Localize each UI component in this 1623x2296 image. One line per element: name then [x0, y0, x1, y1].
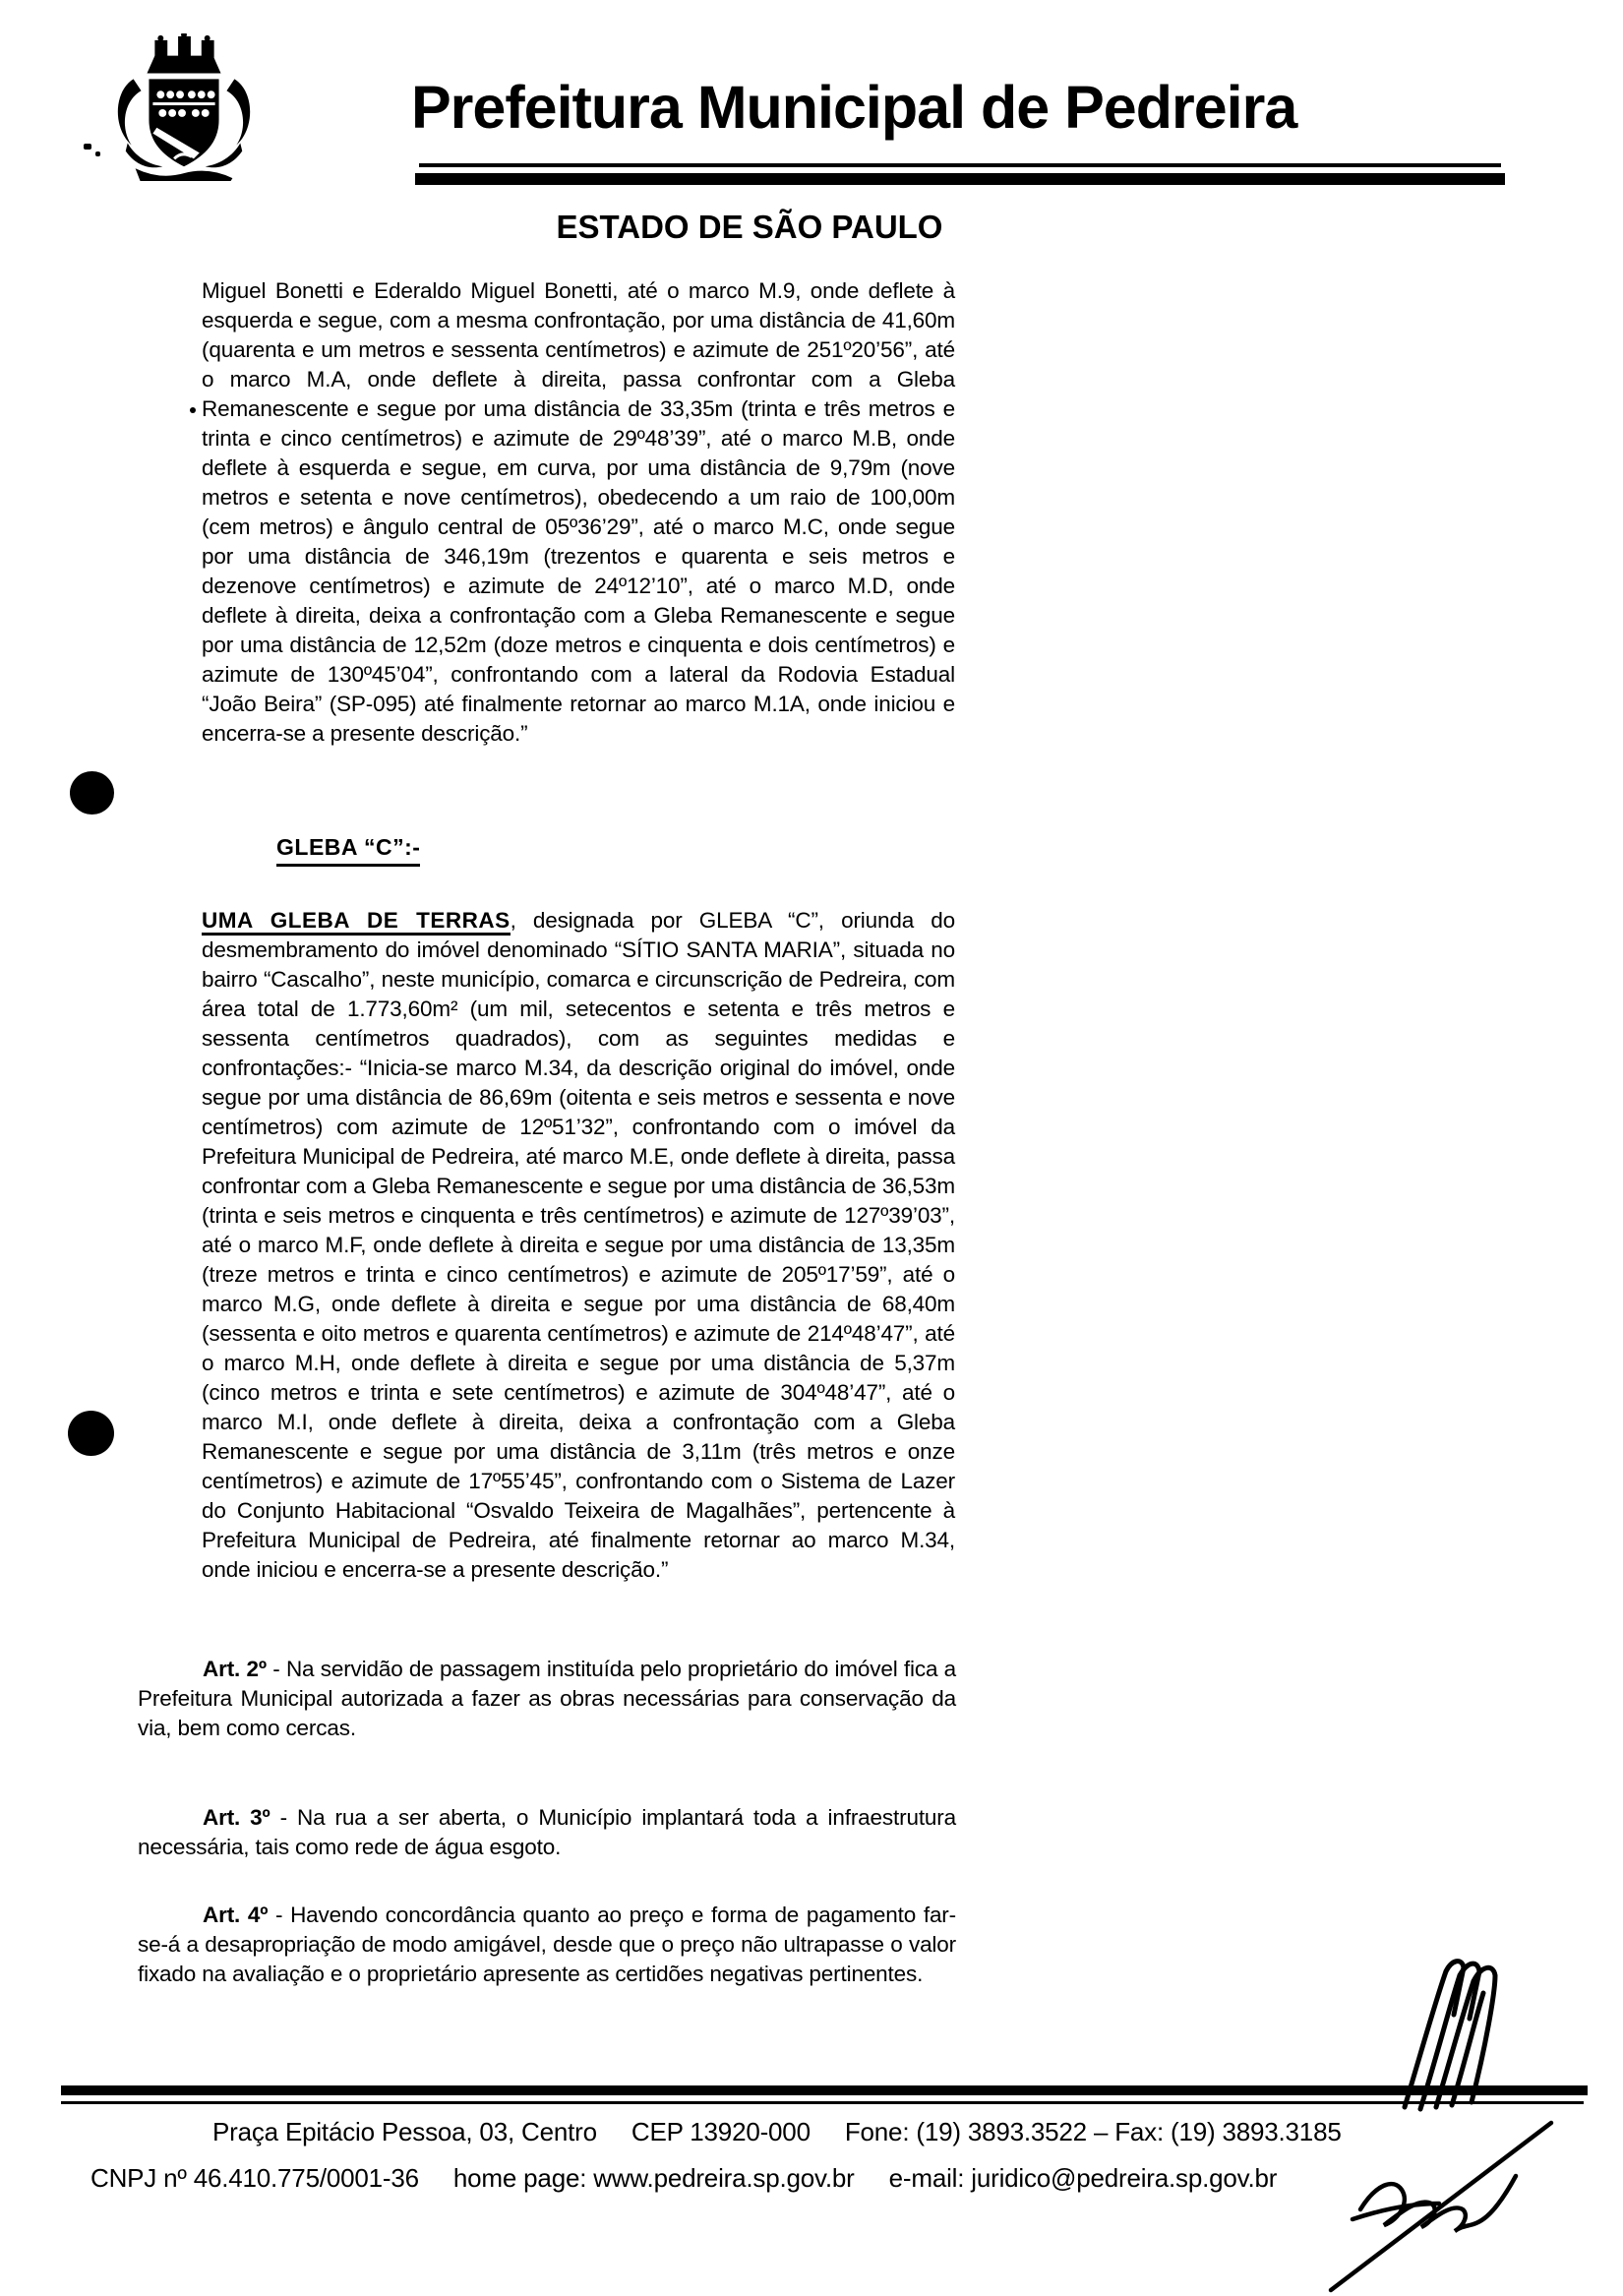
- article-4-text: - Havendo concordância quanto ao preço e forma de pagamento far-se-á a desapropriação de modo amigável, desde que o preço não ultrapasse o valor fixado na avaliação e o proprietário apresente as certidões negativas pertinentes.: [138, 1903, 956, 1986]
- article-4: [138, 1901, 956, 1989]
- pen-signature: [1323, 2093, 1569, 2296]
- header-rule-thick: [415, 173, 1505, 185]
- article-2: [138, 1655, 956, 1743]
- hole-punch-mark: [70, 771, 114, 815]
- article-3-text: - Na rua a ser aberta, o Município implantará toda a infraestrutura necessária, tais como rede de água esgoto.: [138, 1805, 956, 1859]
- footer-address-line: [212, 2117, 1342, 2147]
- scan-noise-dot: [190, 407, 196, 413]
- footer-address: Praça Epitácio Pessoa, 03, Centro: [212, 2117, 597, 2146]
- paragraph-gleba-c: [202, 906, 955, 1585]
- gleba-c-heading: GLEBA “C”:-: [276, 834, 420, 867]
- coat-of-arms-icon: [106, 33, 262, 181]
- article-2-label: Art. 2º: [203, 1657, 267, 1681]
- page-title: Prefeitura Municipal de Pedreira: [411, 74, 1297, 141]
- footer-homepage: home page: www.pedreira.sp.gov.br: [452, 2163, 855, 2193]
- footer-phone-fax: Fone: (19) 3893.3522 – Fax: (19) 3893.3185: [844, 2117, 1342, 2146]
- article-4-label: Art. 4º: [203, 1903, 269, 1927]
- footer-contact-line: [90, 2163, 1277, 2194]
- gleba-c-text: , designada por GLEBA “C”, oriunda do desmembramento do imóvel denominado “SÍTIO SANTA MARIA”, situada no bairro “Cascalho”, neste município, comarca e circunscrição de Pedreira, com área total de 1.773,60m² (um mil, setecentos e setenta e três metros e sessenta centímetros quadrados), com as seguintes medidas e confrontações:- “Inicia-se marco M.34, da descrição original do imóvel, onde segue por uma distância de 86,69m (oitenta e seis metros e sessenta e nove centímetros) com azimute de 12º51’32”, confrontando com o imóvel da Prefeitura Municipal de Pedreira, até marco M.E, onde deflete à direita, passa confrontar com a Gleba Remanescente e segue por uma distância de 36,53m (trinta e seis metros e cinquenta e três centímetros) e azimute de 127º39’03”, até o marco M.F, onde deflete à direita e segue por uma distância de 13,35m (treze metros e trinta e cinco centímetros) e azimute de 205º17’59”, até o marco M.G, onde deflete à direita e segue por uma distância de 68,40m (sessenta e oito metros e quarenta centímetros) e azimute de 214º48’47”, até o marco M.H, onde deflete à direita e segue por uma distância de 5,37m (cinco metros e trinta e sete centímetros) e azimute de 304º48’47”, até o marco M.I, onde deflete à direita, deixa a confrontação com a Gleba Remanescente e segue por uma distância de 3,11m (três metros e onze centímetros) e azimute de 17º55’45”, confrontando com o Sistema de Lazer do Conjunto Habitacional “Osvaldo Teixeira de Magalhães”, pertencente à Prefeitura Municipal de Pedreira, até finalmente retornar ao marco M.34, onde iniciou e encerra-se a presente descrição.”: [202, 908, 955, 1582]
- gleba-c-lead: UMA GLEBA DE TERRAS: [202, 908, 511, 936]
- footer-email: e-mail: juridico@pedreira.sp.gov.br: [888, 2163, 1278, 2193]
- header-rule-thin: [419, 163, 1501, 167]
- article-2-text: - Na servidão de passagem instituída pelo proprietário do imóvel fica a Prefeitura Municipal autorizada a fazer as obras necessárias para conservação da via, bem como cercas.: [138, 1657, 957, 1740]
- scan-noise-dot: [84, 144, 91, 150]
- paragraph-boundary-description: Miguel Bonetti e Ederaldo Miguel Bonetti, até o marco M.9, onde deflete à esquerda e segue, com a mesma confrontação, por uma distância de 41,60m (quarenta e um metros e sessenta centímetros) e azimute de 251º20’56”, até o marco M.A, onde deflete à direita, passa confrontar com a Gleba Remanescente e segue por uma distância de 33,35m (trinta e três metros e trinta e cinco centímetros) e azimute de 29º48’39”, até o marco M.B, onde deflete à esquerda e segue, em curva, por uma distância de 9,79m (nove metros e setenta e nove centímetros), obedecendo a um raio de 100,00m (cem metros) e ângulo central de 05º36’29”, até o marco M.C, onde segue por uma distância de 346,19m (trezentos e quarenta e seis metros e dezenove centímetros) e azimute de 24º12’10”, até o marco M.D, onde deflete à direita, deixa a confrontação com a Gleba Remanescente e segue por uma distância de 12,52m (doze metros e cinquenta e dois centímetros) e azimute de 130º45’04”, confrontando com a lateral da Rodovia Estadual “João Beira” (SP-095) até finalmente retornar ao marco M.1A, onde iniciou e encerra-se a presente descrição.”: [202, 278, 955, 746]
- article-3: [138, 1803, 956, 1862]
- footer-cep: CEP 13920-000: [631, 2117, 811, 2146]
- footer-cnpj: CNPJ nº 46.410.775/0001-36: [90, 2163, 419, 2193]
- hole-punch-mark: [68, 1411, 114, 1456]
- scan-noise-dot: [95, 151, 100, 156]
- page-subtitle: ESTADO DE SÃO PAULO: [556, 209, 943, 245]
- article-3-label: Art. 3º: [203, 1805, 270, 1830]
